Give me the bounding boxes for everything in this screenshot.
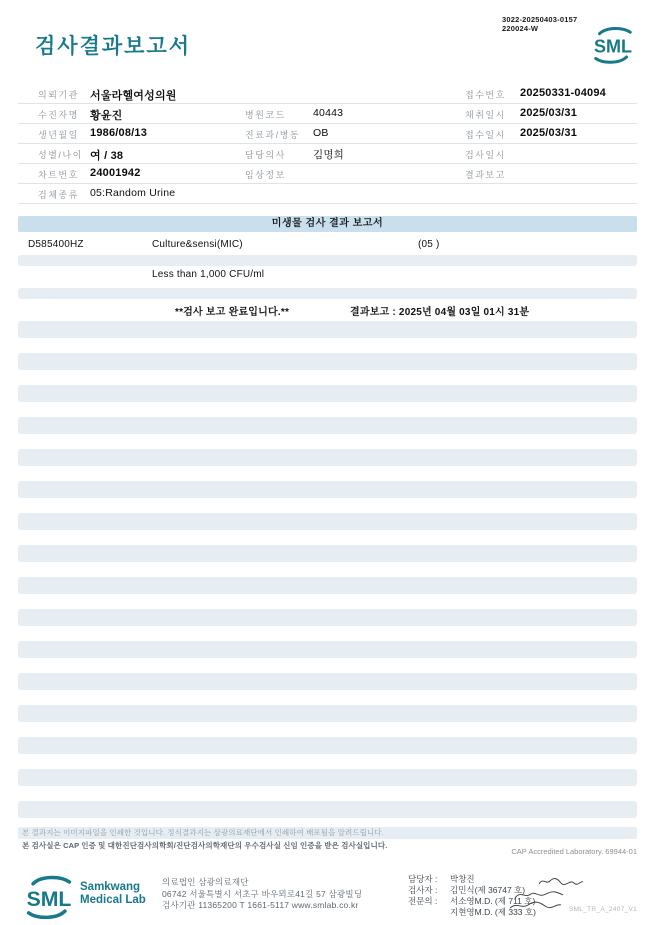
row-birth-date <box>18 123 637 144</box>
referring-institution-value: 서울라헬여성의원 <box>90 90 177 102</box>
empty-result-row <box>18 641 637 658</box>
row-chart-number <box>18 163 637 184</box>
test-datetime-label: 검사일시 <box>465 150 506 160</box>
attending-doctor-label: 담당의사 <box>245 150 286 160</box>
empty-result-row <box>18 609 637 626</box>
chart-number-label: 차트번호 <box>38 170 79 180</box>
staff-line-examiner: 검사자 : 김민식(제 36747 호) <box>408 885 526 895</box>
empty-result-row <box>18 417 637 434</box>
section-banner: 미생물 검사 결과 보고서 <box>18 216 637 232</box>
hospital-code-label: 병원코드 <box>245 110 286 120</box>
org-contact: 검사기관 11365200 T 1661-5117 www.smlab.co.kr <box>162 900 359 910</box>
collection-datetime-label: 채취일시 <box>465 110 506 120</box>
signature-icon <box>508 899 563 911</box>
department-ward-label: 진료과/병동 <box>245 130 300 140</box>
page-title: 검사결과보고서 <box>35 35 192 58</box>
empty-result-row <box>18 449 637 466</box>
document-number-line1: 3022-20250403-0157 <box>502 15 578 24</box>
document-number <box>502 15 577 33</box>
test-name: Culture&sensi(MIC) <box>152 239 243 250</box>
attending-doctor-value: 김명희 <box>313 149 345 161</box>
org-name: 의료법인 삼광의료재단 <box>162 877 249 887</box>
birth-date-value: 1986/08/13 <box>90 127 148 139</box>
hospital-code-value: 40443 <box>313 107 344 119</box>
cap-accreditation: CAP Accredited Laboratory. 69944-01 <box>511 847 637 856</box>
organization-info <box>162 877 362 912</box>
empty-result-row <box>18 545 637 562</box>
signature-icon <box>537 876 585 887</box>
empty-result-row <box>18 673 637 690</box>
document-number-line2: 220024-W <box>502 24 539 33</box>
empty-result-row <box>18 737 637 754</box>
empty-result-row <box>18 577 637 594</box>
empty-result-row <box>18 288 637 299</box>
disclaimer-line2: 본 검사실은 CAP 인증 및 대한진단검사의학회/진단검사의학재단의 우수검사실 신임 인증을 받은 검사실입니다. <box>22 841 388 850</box>
empty-result-row <box>18 353 637 370</box>
row-sex-age <box>18 143 637 164</box>
receipt-datetime-value: 2025/03/31 <box>520 127 578 139</box>
result-report-datetime: 결과보고 : 2025년 04월 03일 01시 31분 <box>350 307 530 318</box>
chart-number-value: 24001942 <box>90 167 141 179</box>
form-version: SML_TR_A_2407_V1 <box>568 906 637 913</box>
birth-date-label: 생년월일 <box>38 130 79 140</box>
collection-datetime-value: 2025/03/31 <box>520 107 578 119</box>
specimen-type-value: 05:Random Urine <box>90 187 176 199</box>
lab-name <box>80 881 146 907</box>
staff-line-manager: 담당자 : 박창진 <box>408 874 475 884</box>
receipt-datetime-label: 접수일시 <box>465 130 506 140</box>
empty-result-rows <box>18 321 637 833</box>
result-report-label: 결과보고 <box>465 170 506 180</box>
row-patient-name <box>18 103 637 124</box>
logo-text: SML <box>594 36 632 57</box>
completion-message: **검사 보고 완료입니다.** <box>175 307 290 318</box>
lab-name-line1: Samkwang <box>80 881 141 893</box>
empty-result-row <box>18 481 637 498</box>
department-ward-value: OB <box>313 127 329 139</box>
clinical-info-label: 임상정보 <box>245 170 286 180</box>
staff-line-specialist2: 지현영M.D. (제 333 호) <box>450 907 536 917</box>
receipt-number-value: 20250331-04094 <box>520 87 606 99</box>
empty-result-row <box>18 801 637 818</box>
logo-text: SML <box>26 887 72 911</box>
empty-result-row <box>18 705 637 722</box>
patient-name-label: 수진자명 <box>38 110 79 120</box>
disclaimer-line1: 본 결과지는 이미지파일을 인쇄한 것입니다. 정식결과지는 삼광의료재단에서 인쇄하여 배포됨을 알려드립니다. <box>22 828 384 837</box>
result-value: Less than 1,000 CFU/ml <box>152 269 265 280</box>
sml-logo-icon <box>20 874 78 925</box>
empty-result-row <box>18 385 637 402</box>
disclaimer-stripe <box>18 827 637 839</box>
patient-name-value: 황윤진 <box>90 110 123 122</box>
sex-age-value: 여 / 38 <box>90 150 124 162</box>
referring-institution-label: 의뢰기관 <box>38 90 79 100</box>
row-referring-institution <box>18 83 637 104</box>
specimen-type-label: 검체종류 <box>38 190 79 200</box>
empty-result-row <box>18 255 637 266</box>
test-code: D585400HZ <box>28 239 84 250</box>
empty-result-row <box>18 513 637 530</box>
empty-result-row <box>18 321 637 338</box>
empty-result-row <box>18 769 637 786</box>
sml-logo-icon <box>589 25 637 70</box>
receipt-number-label: 접수번호 <box>465 90 506 100</box>
specimen-code: (05 ) <box>418 239 440 250</box>
staff-line-specialist1: 전문의 : 서소영M.D. (제 711 호) <box>408 896 536 906</box>
org-address: 06742 서울특별시 서초구 바우뫼로41길 57 삼광빌딩 <box>162 888 363 899</box>
sex-age-label: 성별/나이 <box>38 150 83 160</box>
lab-name-line2: Medical Lab <box>80 894 146 906</box>
row-specimen-type <box>18 183 637 204</box>
